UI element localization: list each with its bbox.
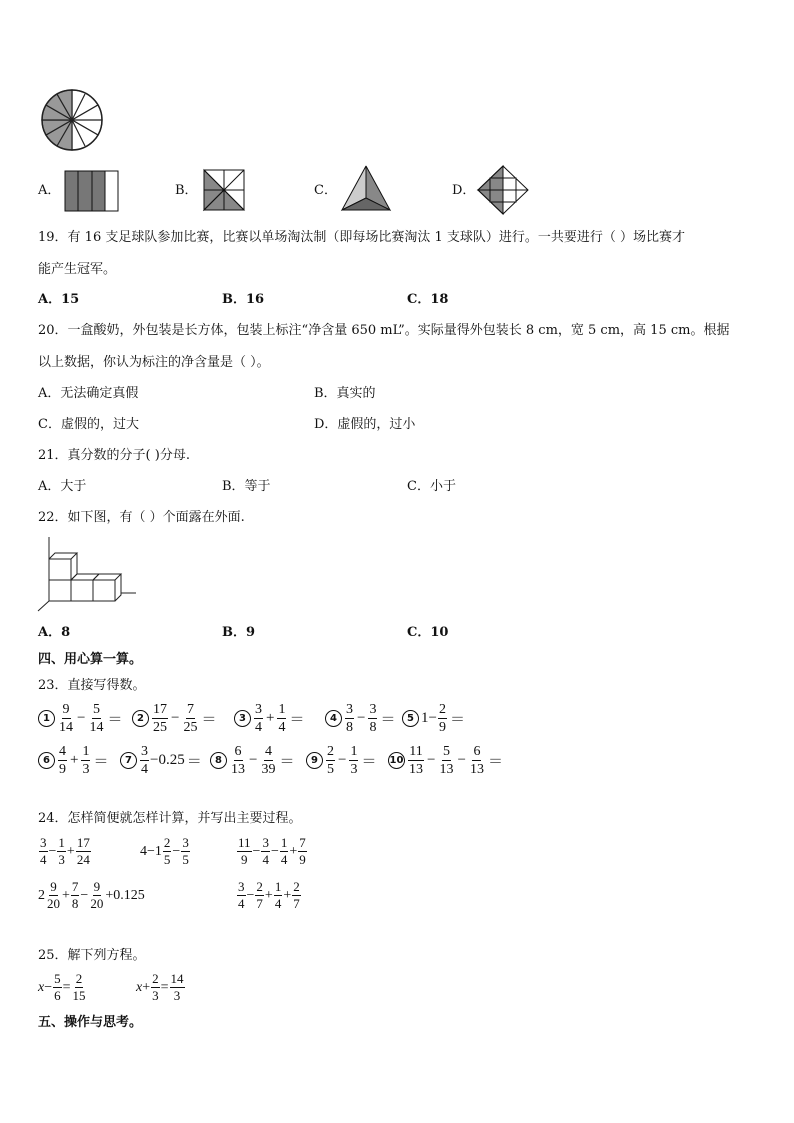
q23-item-4: 4 $\frac{3}{8}$ − $\frac{3}{8}$ ＝ [325, 702, 397, 735]
q18-option-d-label[interactable]: D． [452, 183, 476, 198]
circled-number-8: 8 [210, 752, 227, 769]
q23-item-10: 10 $\frac{11}{13}$ − $\frac{5}{13}$ − $\frac{6}{13}$ ＝ [389, 744, 503, 777]
q22-text: 22．如下图，有（ ）个面露在外面. [38, 510, 245, 525]
q22-option-c[interactable]: C．10 [407, 625, 449, 640]
q20-option-c[interactable]: C．虚假的，过大 [38, 417, 139, 432]
q23-item-9: 9 $\frac{2}{5}$ − $\frac{1}{3}$ ＝ [306, 744, 378, 777]
circled-number-10: 10 [388, 752, 405, 769]
q20-option-d[interactable]: D．虚假的，过小 [314, 417, 416, 432]
q25-title: 25．解下列方程。 [38, 948, 146, 963]
q18-option-a-figure [64, 170, 120, 212]
q18-option-d-figure [476, 164, 530, 216]
q22-option-b[interactable]: B．9 [222, 625, 256, 640]
q22-option-a[interactable]: A．8 [38, 625, 71, 640]
q19-text-line1: 19．有 16 支足球队参加比赛，比赛以单场淘汰制（即每场比赛淘汰 1 支球队）进行。一共要进行（ ）场比赛才 [38, 230, 686, 245]
q19-option-c[interactable]: C．18 [407, 292, 449, 307]
circled-number-5: 5 [402, 710, 419, 727]
q19-text-line2: 能产生冠军。 [38, 262, 117, 277]
q18-option-b-label[interactable]: B． [175, 183, 198, 198]
cube-stack-figure [36, 535, 140, 615]
circled-number-6: 6 [38, 752, 55, 769]
q23-item-5: 5 1− $\frac{2}{9}$ ＝ [402, 702, 467, 735]
q24-expression-4: 2 $\frac{9}{20}$ + $\frac{7}{8}$ − $\frac{9}{20}$ +0.125 [38, 879, 145, 911]
q19-option-b[interactable]: B．16 [222, 292, 265, 307]
q18-option-b-figure [202, 168, 246, 212]
q24-expression-1: $\frac{3}{4}$ − $\frac{1}{3}$ + $\frac{17}{24}$ [40, 835, 90, 867]
circled-number-9: 9 [306, 752, 323, 769]
q21-option-a[interactable]: A．大于 [38, 479, 87, 494]
circled-number-2: 2 [132, 710, 149, 727]
q20-option-b[interactable]: B．真实的 [314, 386, 376, 401]
q20-text-line2: 以上数据，你认为标注的净含量是（ ）。 [38, 355, 270, 370]
circled-number-1: 1 [38, 710, 55, 727]
q18-option-c-figure [340, 164, 392, 212]
q23-item-2: 2 $\frac{17}{25}$ − $\frac{7}{25}$ ＝ [132, 702, 218, 735]
circled-number-7: 7 [120, 752, 137, 769]
q23-item-6: 6 $\frac{4}{9}$ + $\frac{1}{3}$ ＝ [38, 744, 110, 777]
circled-number-4: 4 [325, 710, 342, 727]
q21-option-c[interactable]: C．小于 [407, 479, 456, 494]
q23-title: 23．直接写得数。 [38, 678, 146, 693]
circled-number-3: 3 [234, 710, 251, 727]
q24-expression-3: $\frac{11}{9}$ − $\frac{3}{4}$ − $\frac{1}{4}$ + $\frac{7}{9}$ [238, 835, 306, 867]
q23-item-3: 3 $\frac{3}{4}$ + $\frac{1}{4}$ ＝ [234, 702, 306, 735]
q24-expression-5: $\frac{3}{4}$ − $\frac{2}{7}$ + $\frac{1}{4}$ + $\frac{2}{7}$ [238, 879, 300, 911]
q20-option-a[interactable]: A．无法确定真假 [38, 386, 139, 401]
q21-option-b[interactable]: B．等于 [222, 479, 271, 494]
q24-title: 24．怎样简便就怎样计算，并写出主要过程。 [38, 811, 302, 826]
q20-text-line1: 20．一盒酸奶，外包装是长方体，包装上标注“净含量 650 mL”。实际量得外包装长 8 cm，宽 5 cm，高 15 cm。根据 [38, 323, 730, 338]
section5-heading: 五、操作与思考。 [38, 1015, 143, 1030]
q25-equation-2: x + $\frac{2}{3}$ = $\frac{14}{3}$ [136, 971, 184, 1003]
q24-expression-2: 4−1 $\frac{2}{5}$ − $\frac{3}{5}$ [140, 835, 189, 867]
section4-heading: 四、用心算一算。 [38, 652, 143, 667]
pie-figure [40, 88, 104, 152]
q18-option-c-label[interactable]: C． [314, 183, 337, 198]
q23-item-7: 7 $\frac{3}{4}$ −0.25 ＝ [120, 744, 204, 777]
q19-option-a[interactable]: A．15 [38, 292, 80, 307]
q23-item-1: 1 $\frac{9}{14}$ − $\frac{5}{14}$ ＝ [38, 702, 124, 735]
q25-equation-1: x − $\frac{5}{6}$ = $\frac{2}{15}$ [38, 971, 86, 1003]
q18-option-a-label[interactable]: A． [38, 183, 61, 198]
q23-item-8: 8 $\frac{6}{13}$ − $\frac{4}{39}$ ＝ [210, 744, 296, 777]
q21-text: 21．真分数的分子( )分母. [38, 448, 190, 463]
